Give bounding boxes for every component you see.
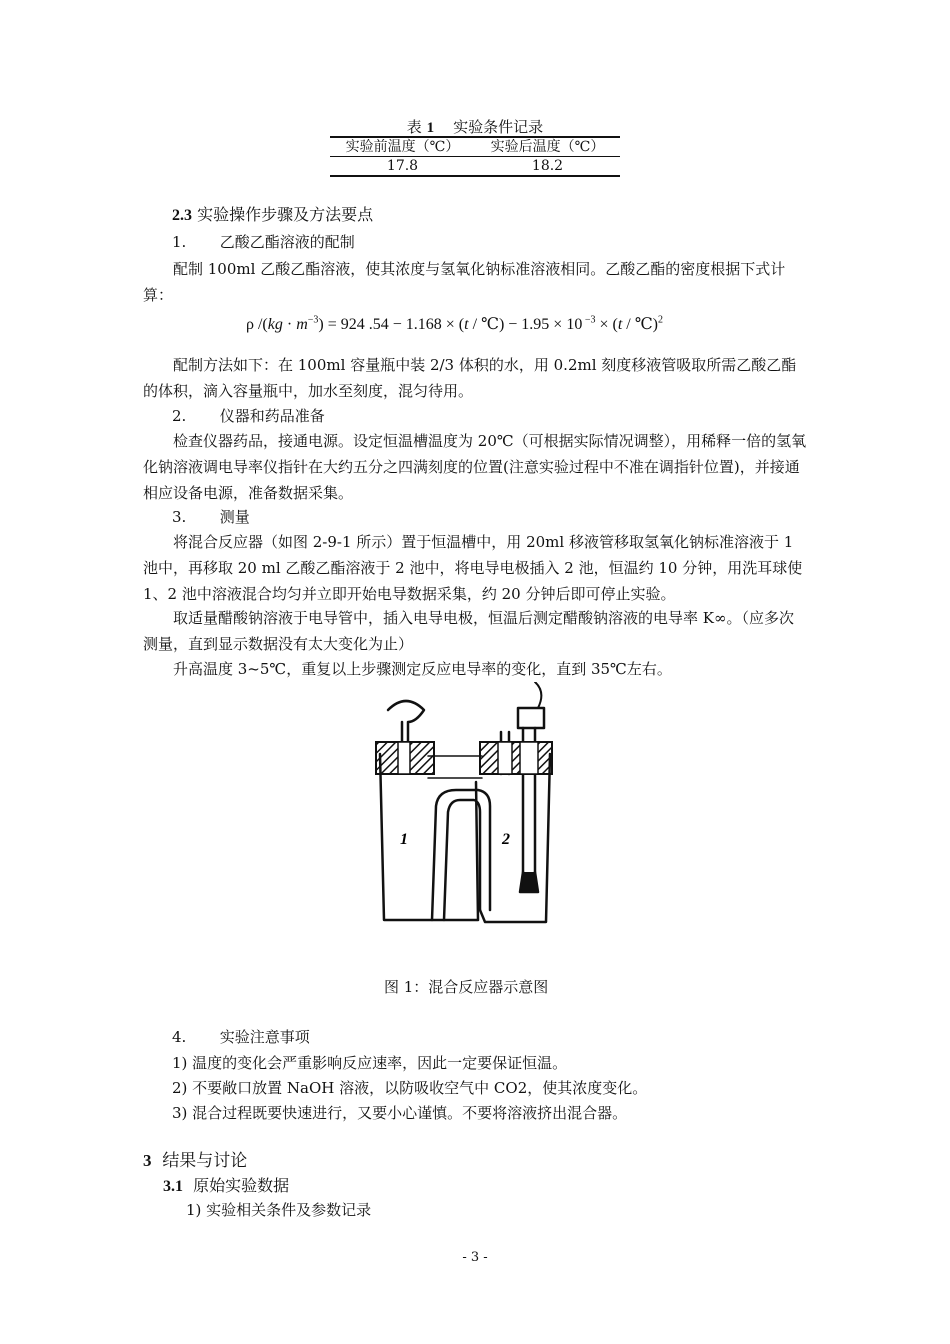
u-tube — [432, 790, 490, 920]
paragraph: 将混合反应器（如图 2-9-1 所示）置于恒温槽中，用 20ml 移液管移取氢氧化钠标准溶液于 1 池中，再移取 20 ml 乙酸乙酯溶液于 2 池中，将电导电极插入 2 池，恒温约 10 分钟，用洗耳球使 1、2 池中溶液混合均匀并立即开始电导数据采集，约 20 分钟后即可停止实验。 — [143, 533, 803, 603]
step-title: 仪器和药品准备 — [219, 407, 325, 425]
section-title: 实验操作步骤及方法要点 — [197, 205, 374, 224]
step-heading-1 — [172, 229, 355, 255]
list-item: 1) 温度的变化会严重影响反应速率，因此一定要保证恒温。 — [172, 1054, 568, 1072]
table-caption-text: 实验条件记录 — [453, 118, 544, 136]
section-heading-3 — [143, 1148, 247, 1174]
mixing-reactor-diagram — [370, 682, 570, 930]
list-item: 2) 不要敞口放置 NaOH 溶液，以防吸收空气中 CO2，使其浓度变化。 — [172, 1079, 648, 1097]
table-header-row — [330, 137, 620, 157]
paragraph: 配制 100ml 乙酸乙酯溶液，使其浓度与氢氧化钠标准溶液相同。乙酸乙酯的密度根据下式计算： — [143, 260, 786, 304]
section-heading-2-3 — [172, 202, 373, 229]
step-number: 1. — [172, 233, 187, 251]
electrode-tip — [520, 872, 538, 892]
table-header-cell: 实验后温度（℃） — [490, 139, 605, 155]
step-heading-3 — [172, 504, 250, 530]
table-row — [330, 157, 620, 177]
section-number: 3 — [143, 1151, 152, 1170]
step-number: 3. — [172, 508, 187, 526]
step-number: 4. — [172, 1028, 187, 1046]
pool-2-label: 2 — [502, 831, 510, 848]
table-caption-prefix: 表 — [406, 118, 422, 136]
step-title: 测量 — [219, 508, 250, 526]
figure-caption: 图 1：混合反应器示意图 — [384, 978, 549, 996]
paragraph: 取适量醋酸钠溶液于电导管中，插入电导电极，恒温后测定醋酸钠溶液的电导率 K∞。（应多次测量，直到显示数据没有太大变化为止） — [143, 609, 794, 653]
paragraph: 升高温度 3~5℃，重复以上步骤测定反应电导率的变化，直到 35℃左右。 — [173, 660, 672, 678]
step-number: 2. — [172, 407, 187, 425]
section-title: 结果与讨论 — [162, 1151, 248, 1171]
section-title: 原始实验数据 — [193, 1176, 290, 1195]
step-heading-4 — [172, 1024, 310, 1050]
table-caption — [330, 116, 620, 137]
pool-1-label: 1 — [400, 831, 408, 848]
electrode-cap — [518, 708, 544, 728]
section-number: 3.1 — [163, 1178, 183, 1195]
list-item: 3) 混合过程既要快速进行，又要小心谨慎。不要将溶液挤出混合器。 — [172, 1104, 628, 1122]
list-item: 1) 实验相关条件及参数记录 — [186, 1201, 372, 1219]
u-tube-inner — [444, 800, 480, 920]
experiment-conditions-table — [330, 136, 620, 177]
vessel-1-wall — [380, 754, 478, 920]
step-title: 实验注意事项 — [219, 1028, 310, 1046]
step-heading-2 — [172, 403, 325, 429]
page-number: - 3 - — [462, 1250, 488, 1265]
stopper-2 — [480, 742, 552, 774]
table-caption-number: 1 — [426, 120, 435, 136]
density-formula: ρ $/(kg \cdot m^{-3}) = 924$ .54 − 1.168 × (t / ℃) − 1.95 × 10 $^{-3}$ × (t / ℃)$^2$ — [246, 314, 663, 333]
table-cell: 17.8 — [386, 158, 419, 174]
paragraph: 配制方法如下：在 100ml 容量瓶中装 2/3 体积的水，用 0.2ml 刻度移液管吸取所需乙酸乙酯的体积，滴入容量瓶中，加水至刻度，混匀待用。 — [143, 356, 797, 400]
section-heading-3-1 — [163, 1173, 289, 1200]
paragraph: 检查仪器药品，接通电源。设定恒温槽温度为 20℃（可根据实际情况调整），用稀释一倍的氢氧化钠溶液调电导率仪指针在大约五分之四满刻度的位置(注意实验过程中不准在调指针位置)，并接通相应设备电源，准备数据采集。 — [143, 432, 807, 502]
table-header-cell: 实验前温度（℃） — [345, 139, 460, 155]
table-cell: 18.2 — [531, 158, 564, 174]
section-number: 2.3 — [172, 207, 192, 224]
step-title: 乙酸乙酯溶液的配制 — [219, 233, 355, 251]
funnel — [388, 701, 424, 744]
